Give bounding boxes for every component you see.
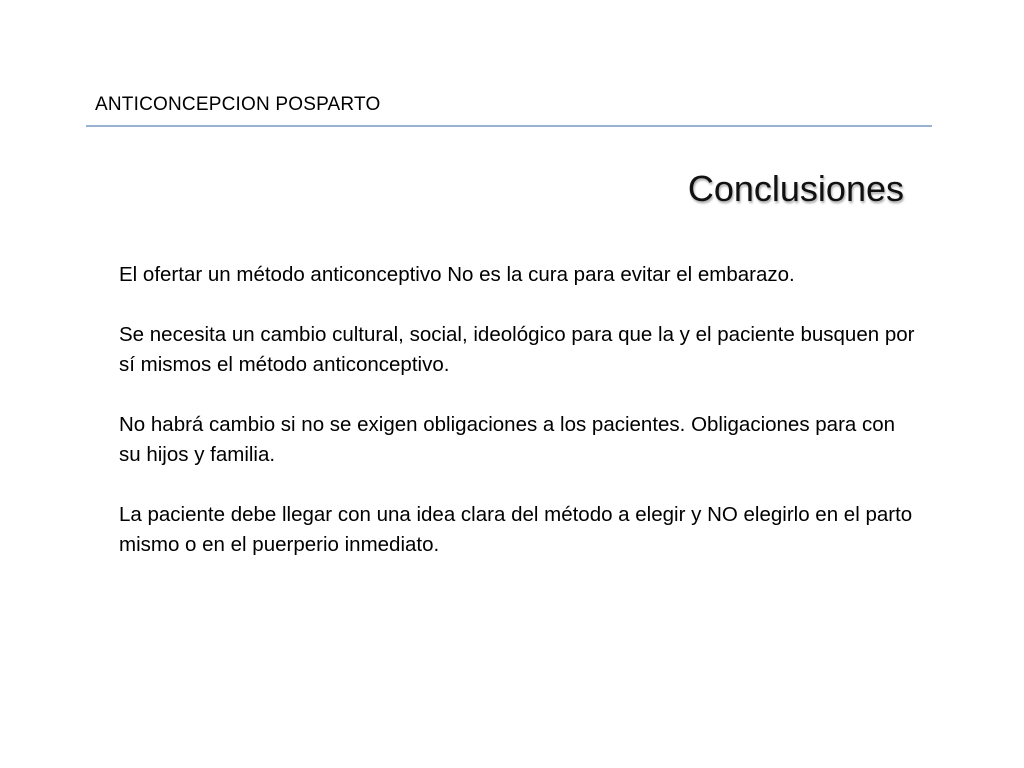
paragraph-2: Se necesita un cambio cultural, social, ideológico para que la y el paciente busquen por sí mismos el método anticonceptivo. (119, 323, 915, 376)
body-text (119, 260, 919, 560)
header-title: ANTICONCEPCION POSPARTO (95, 94, 381, 115)
header-divider (86, 125, 932, 127)
paragraph-3: No habrá cambio si no se exigen obligaciones a los pacientes. Obligaciones para con su hijos y familia. (119, 413, 896, 466)
paragraph-4: La paciente debe llegar con una idea clara del método a elegir y NO elegirlo en el parto mismo o en el puerperio inmediato. (119, 503, 913, 556)
slide-title: Conclusiones (687, 168, 904, 209)
paragraph-1: El ofertar un método anticonceptivo No es la cura para evitar el embarazo. (119, 263, 795, 286)
